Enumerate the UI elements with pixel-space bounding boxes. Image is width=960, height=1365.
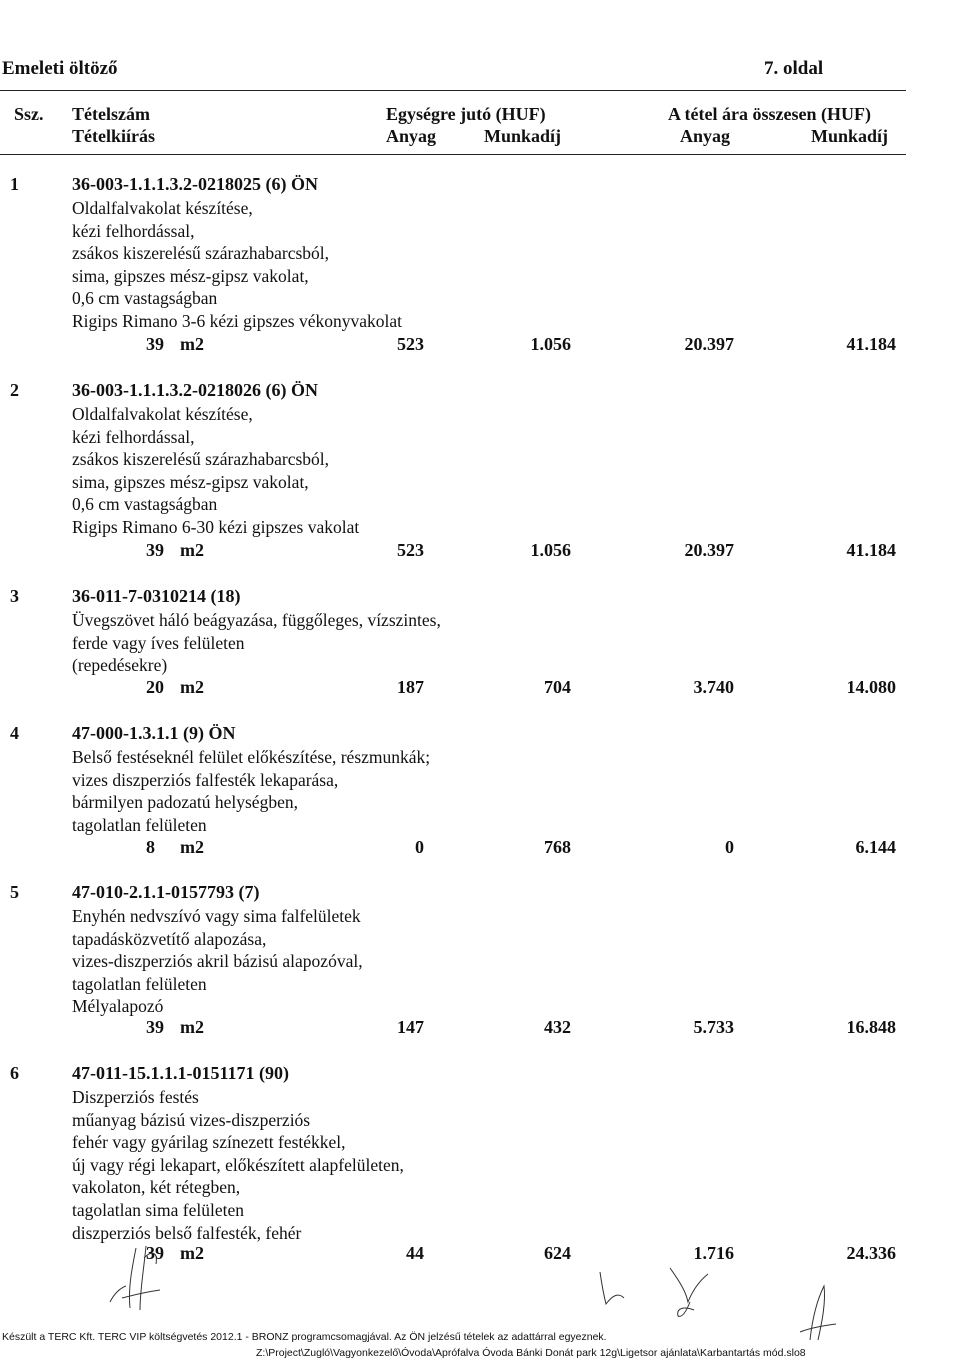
item-number: 3 — [10, 586, 19, 606]
unit-material: 187 — [397, 677, 424, 697]
signature-scribble-left — [100, 1238, 190, 1318]
unit-material: 44 — [406, 1243, 424, 1263]
item-code: 36-003-1.1.1.3.2-0218026 (6) ÖN — [72, 380, 318, 400]
unit-material: 523 — [397, 540, 424, 560]
desc-line: Oldalfalvakolat készítése, — [72, 404, 253, 424]
desc-line: diszperziós belső falfesték, fehér — [72, 1222, 302, 1243]
total-labor: 24.336 — [846, 1243, 896, 1263]
item-quantity: 39 — [146, 334, 164, 354]
total-material: 20.397 — [684, 334, 734, 354]
footer-file-path: Z:\Project\Zugló\Vagyonkezelő\Óvoda\Aprófalva Óvoda Bánki Donát park 12g\Ligetsor ajánlata\Karbantartás mód.slo8 — [256, 1347, 806, 1359]
total-material: 5.733 — [693, 1017, 734, 1037]
desc-line: tapadásközvetítő alapozása, — [72, 928, 267, 949]
col-tetelszam: Tételszám — [72, 104, 150, 124]
item-quantity: 8 — [146, 837, 155, 857]
item-number: 4 — [10, 723, 19, 743]
desc-line: kézi felhordással, — [72, 426, 195, 447]
item-unit: m2 — [180, 334, 204, 354]
col-unit-group: Egységre jutó (HUF) — [386, 104, 546, 124]
desc-line: (repedésekre) — [72, 655, 168, 676]
total-labor: 41.184 — [846, 540, 896, 560]
item-code: 47-010-2.1.1-0157793 (7) — [72, 882, 260, 902]
header-rule — [0, 90, 906, 91]
signature-scribble-middle — [590, 1262, 730, 1322]
col-total-group: A tétel ára összesen (HUF) — [668, 104, 871, 124]
desc-line: kézi felhordással, — [72, 220, 195, 241]
item-number: 5 — [10, 882, 19, 902]
desc-line: Oldalfalvakolat készítése, — [72, 198, 253, 218]
desc-line: tagolatlan felületen — [72, 973, 207, 994]
item-unit: m2 — [180, 837, 204, 857]
desc-line: 0,6 cm vastagságban — [72, 494, 218, 515]
desc-line: sima, gipszes mész-gipsz vakolat, — [72, 265, 309, 286]
desc-line: vizes diszperziós falfesték lekaparása, — [72, 769, 339, 790]
item-unit: m2 — [180, 540, 204, 560]
item-description — [72, 197, 402, 333]
total-material: 0 — [725, 837, 734, 857]
item-description — [72, 403, 359, 539]
unit-labor: 624 — [544, 1243, 571, 1263]
col-tetelkiiras: Tételkiírás — [72, 126, 155, 146]
desc-line: Mélyalapozó — [72, 996, 164, 1017]
col-unit-anyag: Anyag — [386, 126, 437, 146]
item-description — [72, 609, 441, 677]
desc-line: zsákos kiszerelésű szárazhabarcsból, — [72, 243, 330, 264]
total-labor: 14.080 — [846, 677, 896, 697]
unit-labor: 1.056 — [530, 540, 571, 560]
desc-line: Enyhén nedvszívó vagy sima falfelületek — [72, 906, 361, 926]
item-quantity: 39 — [146, 1017, 164, 1037]
document-title: Emeleti öltöző — [2, 58, 118, 79]
desc-line: műanyag bázisú vizes-diszperziós — [72, 1109, 311, 1130]
desc-line: új vagy régi lekapart, előkészített alapfelületen, — [72, 1154, 404, 1175]
item-quantity: 39 — [146, 1243, 164, 1263]
unit-labor: 768 — [544, 837, 571, 857]
col-ssz: Ssz. — [14, 104, 44, 124]
item-number: 6 — [10, 1063, 19, 1083]
item-description — [72, 746, 430, 836]
col-total-munkadij: Munkadíj — [811, 126, 889, 146]
unit-labor: 432 — [544, 1017, 571, 1037]
unit-material: 523 — [397, 334, 424, 354]
desc-line: sima, gipszes mész-gipsz vakolat, — [72, 471, 309, 492]
desc-line: ferde vagy íves felületen — [72, 632, 245, 653]
total-material: 20.397 — [684, 540, 734, 560]
page-number: 7. oldal — [764, 58, 824, 79]
item-code: 47-000-1.3.1.1 (9) ÖN — [72, 723, 236, 743]
desc-line: Belső festéseknél felület előkészítése, részmunkák; — [72, 747, 431, 767]
item-quantity: 20 — [146, 677, 164, 697]
item-code: 36-011-7-0310214 (18) — [72, 586, 241, 606]
unit-material: 147 — [397, 1017, 424, 1037]
item-description — [72, 1086, 404, 1244]
item-quantity: 39 — [146, 540, 164, 560]
unit-labor: 1.056 — [530, 334, 571, 354]
footer-generator-note: Készült a TERC Kft. TERC VIP költségvetés 2012.1 - BRONZ programcsomagjával. Az ÖN jelzésű tételek az adattárral egyeznek. — [2, 1331, 607, 1343]
item-number: 2 — [10, 380, 19, 400]
desc-line: 0,6 cm vastagságban — [72, 288, 218, 309]
desc-line: tagolatlan sima felületen — [72, 1199, 245, 1220]
desc-line: vakolaton, két rétegben, — [72, 1177, 241, 1198]
col-total-anyag: Anyag — [680, 126, 731, 146]
total-labor: 16.848 — [846, 1017, 896, 1037]
item-unit: m2 — [180, 1017, 204, 1037]
item-unit: m2 — [180, 677, 204, 697]
item-number: 1 — [10, 174, 19, 194]
unit-labor: 704 — [544, 677, 571, 697]
desc-line: zsákos kiszerelésű szárazhabarcsból, — [72, 449, 330, 470]
desc-line: Diszperziós festés — [72, 1087, 199, 1107]
column-rule — [0, 154, 906, 155]
item-description — [72, 905, 363, 1018]
desc-line: vizes-diszperziós akril bázisú alapozóval, — [72, 951, 363, 972]
signature-scribble-right — [790, 1282, 850, 1342]
desc-line: Rigips Rimano 6-30 kézi gipszes vakolat — [72, 516, 360, 537]
item-code: 36-003-1.1.1.3.2-0218025 (6) ÖN — [72, 174, 318, 194]
desc-line: Üvegszövet háló beágyazása, függőleges, vízszintes, — [72, 610, 441, 630]
col-unit-munkadij: Munkadíj — [484, 126, 562, 146]
unit-material: 0 — [415, 837, 424, 857]
total-material: 3.740 — [693, 677, 734, 697]
desc-line: fehér vagy gyárilag színezett festékkel, — [72, 1132, 346, 1153]
total-material: 1.716 — [693, 1243, 734, 1263]
desc-line: Rigips Rimano 3-6 kézi gipszes vékonyvakolat — [72, 310, 403, 331]
desc-line: bármilyen padozatú helységben, — [72, 792, 298, 813]
desc-line: tagolatlan felületen — [72, 814, 207, 835]
total-labor: 6.144 — [855, 837, 896, 857]
total-labor: 41.184 — [846, 334, 896, 354]
item-unit: m2 — [180, 1243, 204, 1263]
item-code: 47-011-15.1.1.1-0151171 (90) — [72, 1063, 289, 1083]
